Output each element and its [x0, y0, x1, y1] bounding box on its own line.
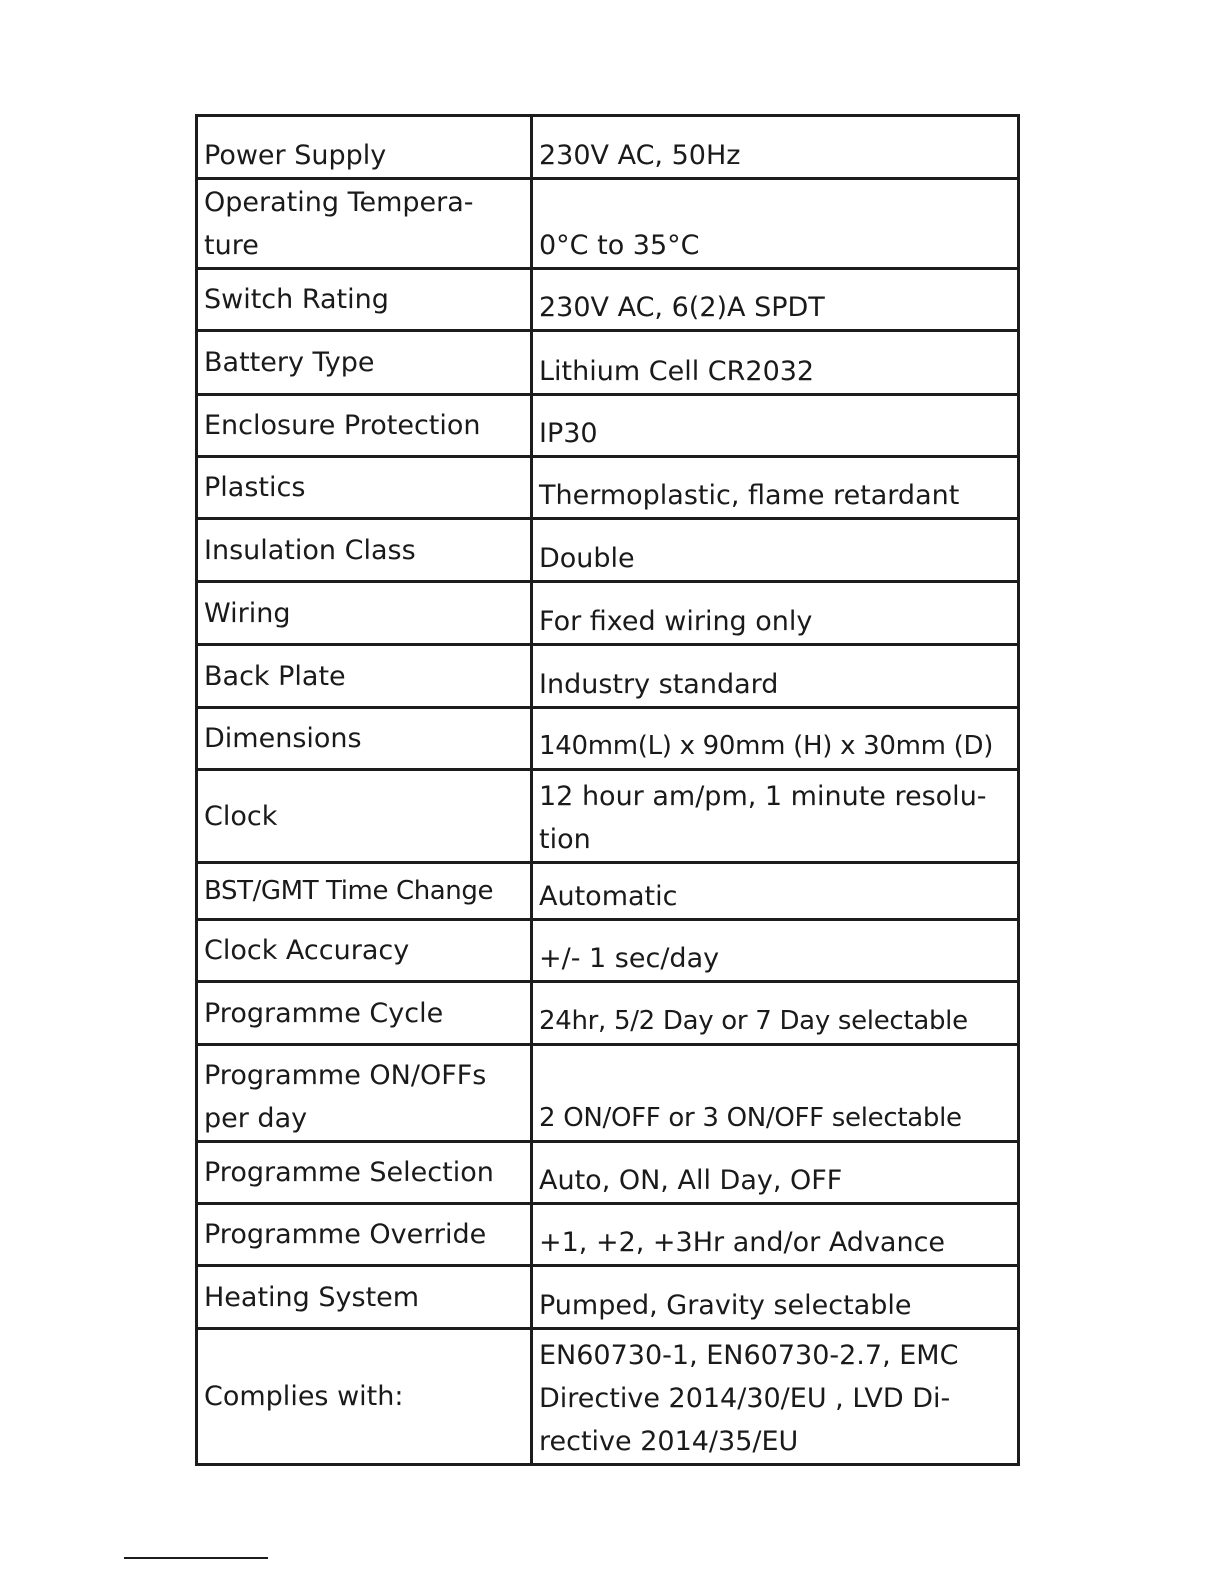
- footnote-separator: [124, 1557, 268, 1559]
- spec-value: 0°C to 35°C: [532, 179, 1019, 269]
- table-row: [197, 395, 1019, 457]
- spec-label: Power Supply: [197, 116, 532, 179]
- table-row: [197, 519, 1019, 582]
- spec-label-text: Programme ON/OFFs per day: [204, 1060, 487, 1134]
- spec-label: Programme Cycle: [197, 982, 532, 1045]
- table-row: [197, 863, 1019, 920]
- spec-label: [197, 1045, 532, 1142]
- spec-value: Pumped, Gravity selectable: [532, 1266, 1019, 1329]
- spec-value: Double: [532, 519, 1019, 582]
- table-row: [197, 1204, 1019, 1266]
- spec-label: [197, 179, 532, 269]
- spec-label: Enclosure Protection: [197, 395, 532, 457]
- spec-label: Dimensions: [197, 708, 532, 770]
- spec-value: 2 ON/OFF or 3 ON/OFF selectable: [532, 1045, 1019, 1142]
- spec-label: Heating System: [197, 1266, 532, 1329]
- spec-value: +1, +2, +3Hr and/or Advance: [532, 1204, 1019, 1266]
- spec-label: Switch Rating: [197, 269, 532, 331]
- table-row: [197, 1329, 1019, 1465]
- spec-label: Clock: [197, 770, 532, 863]
- spec-value: Auto, ON, All Day, OFF: [532, 1142, 1019, 1204]
- spec-label-text: Operating Tempera- ture: [204, 187, 474, 261]
- spec-value: Industry standard: [532, 645, 1019, 708]
- table-row: [197, 582, 1019, 645]
- spec-value-text: 12 hour am/pm, 1 minute resolu- tion: [539, 781, 987, 855]
- table-row: [197, 1142, 1019, 1204]
- spec-value: 230V AC, 50Hz: [532, 116, 1019, 179]
- table-row: [197, 920, 1019, 982]
- table-row: [197, 708, 1019, 770]
- spec-label: Wiring: [197, 582, 532, 645]
- table-row: [197, 1045, 1019, 1142]
- spec-value: Thermoplastic, flame retardant: [532, 457, 1019, 519]
- table-row: [197, 179, 1019, 269]
- spec-label: Insulation Class: [197, 519, 532, 582]
- spec-value: [532, 1329, 1019, 1465]
- table-row: [197, 1266, 1019, 1329]
- spec-value: Lithium Cell CR2032: [532, 331, 1019, 395]
- spec-value: [532, 770, 1019, 863]
- table-row: [197, 645, 1019, 708]
- table-row: [197, 116, 1019, 179]
- spec-value: 24hr, 5/2 Day or 7 Day selectable: [532, 982, 1019, 1045]
- table-row: [197, 982, 1019, 1045]
- spec-label: Plastics: [197, 457, 532, 519]
- specifications-table: [195, 114, 1020, 1466]
- spec-value-text: EN60730-1, EN60730-2.7, EMC Directive 2014/30/EU , LVD Di- rective 2014/35/EU: [539, 1340, 959, 1457]
- table-row: [197, 269, 1019, 331]
- spec-value: 230V AC, 6(2)A SPDT: [532, 269, 1019, 331]
- table-row: [197, 457, 1019, 519]
- spec-value: +/- 1 sec/day: [532, 920, 1019, 982]
- spec-label: Battery Type: [197, 331, 532, 395]
- spec-label: Complies with:: [197, 1329, 532, 1465]
- spec-label: Programme Override: [197, 1204, 532, 1266]
- spec-label: Clock Accuracy: [197, 920, 532, 982]
- spec-value: For fixed wiring only: [532, 582, 1019, 645]
- spec-label: BST/GMT Time Change: [197, 863, 532, 920]
- spec-value: Automatic: [532, 863, 1019, 920]
- spec-label: Back Plate: [197, 645, 532, 708]
- table-row: [197, 331, 1019, 395]
- spec-value: IP30: [532, 395, 1019, 457]
- table-row: [197, 770, 1019, 863]
- spec-label: Programme Selection: [197, 1142, 532, 1204]
- spec-value: 140mm(L) x 90mm (H) x 30mm (D): [532, 708, 1019, 770]
